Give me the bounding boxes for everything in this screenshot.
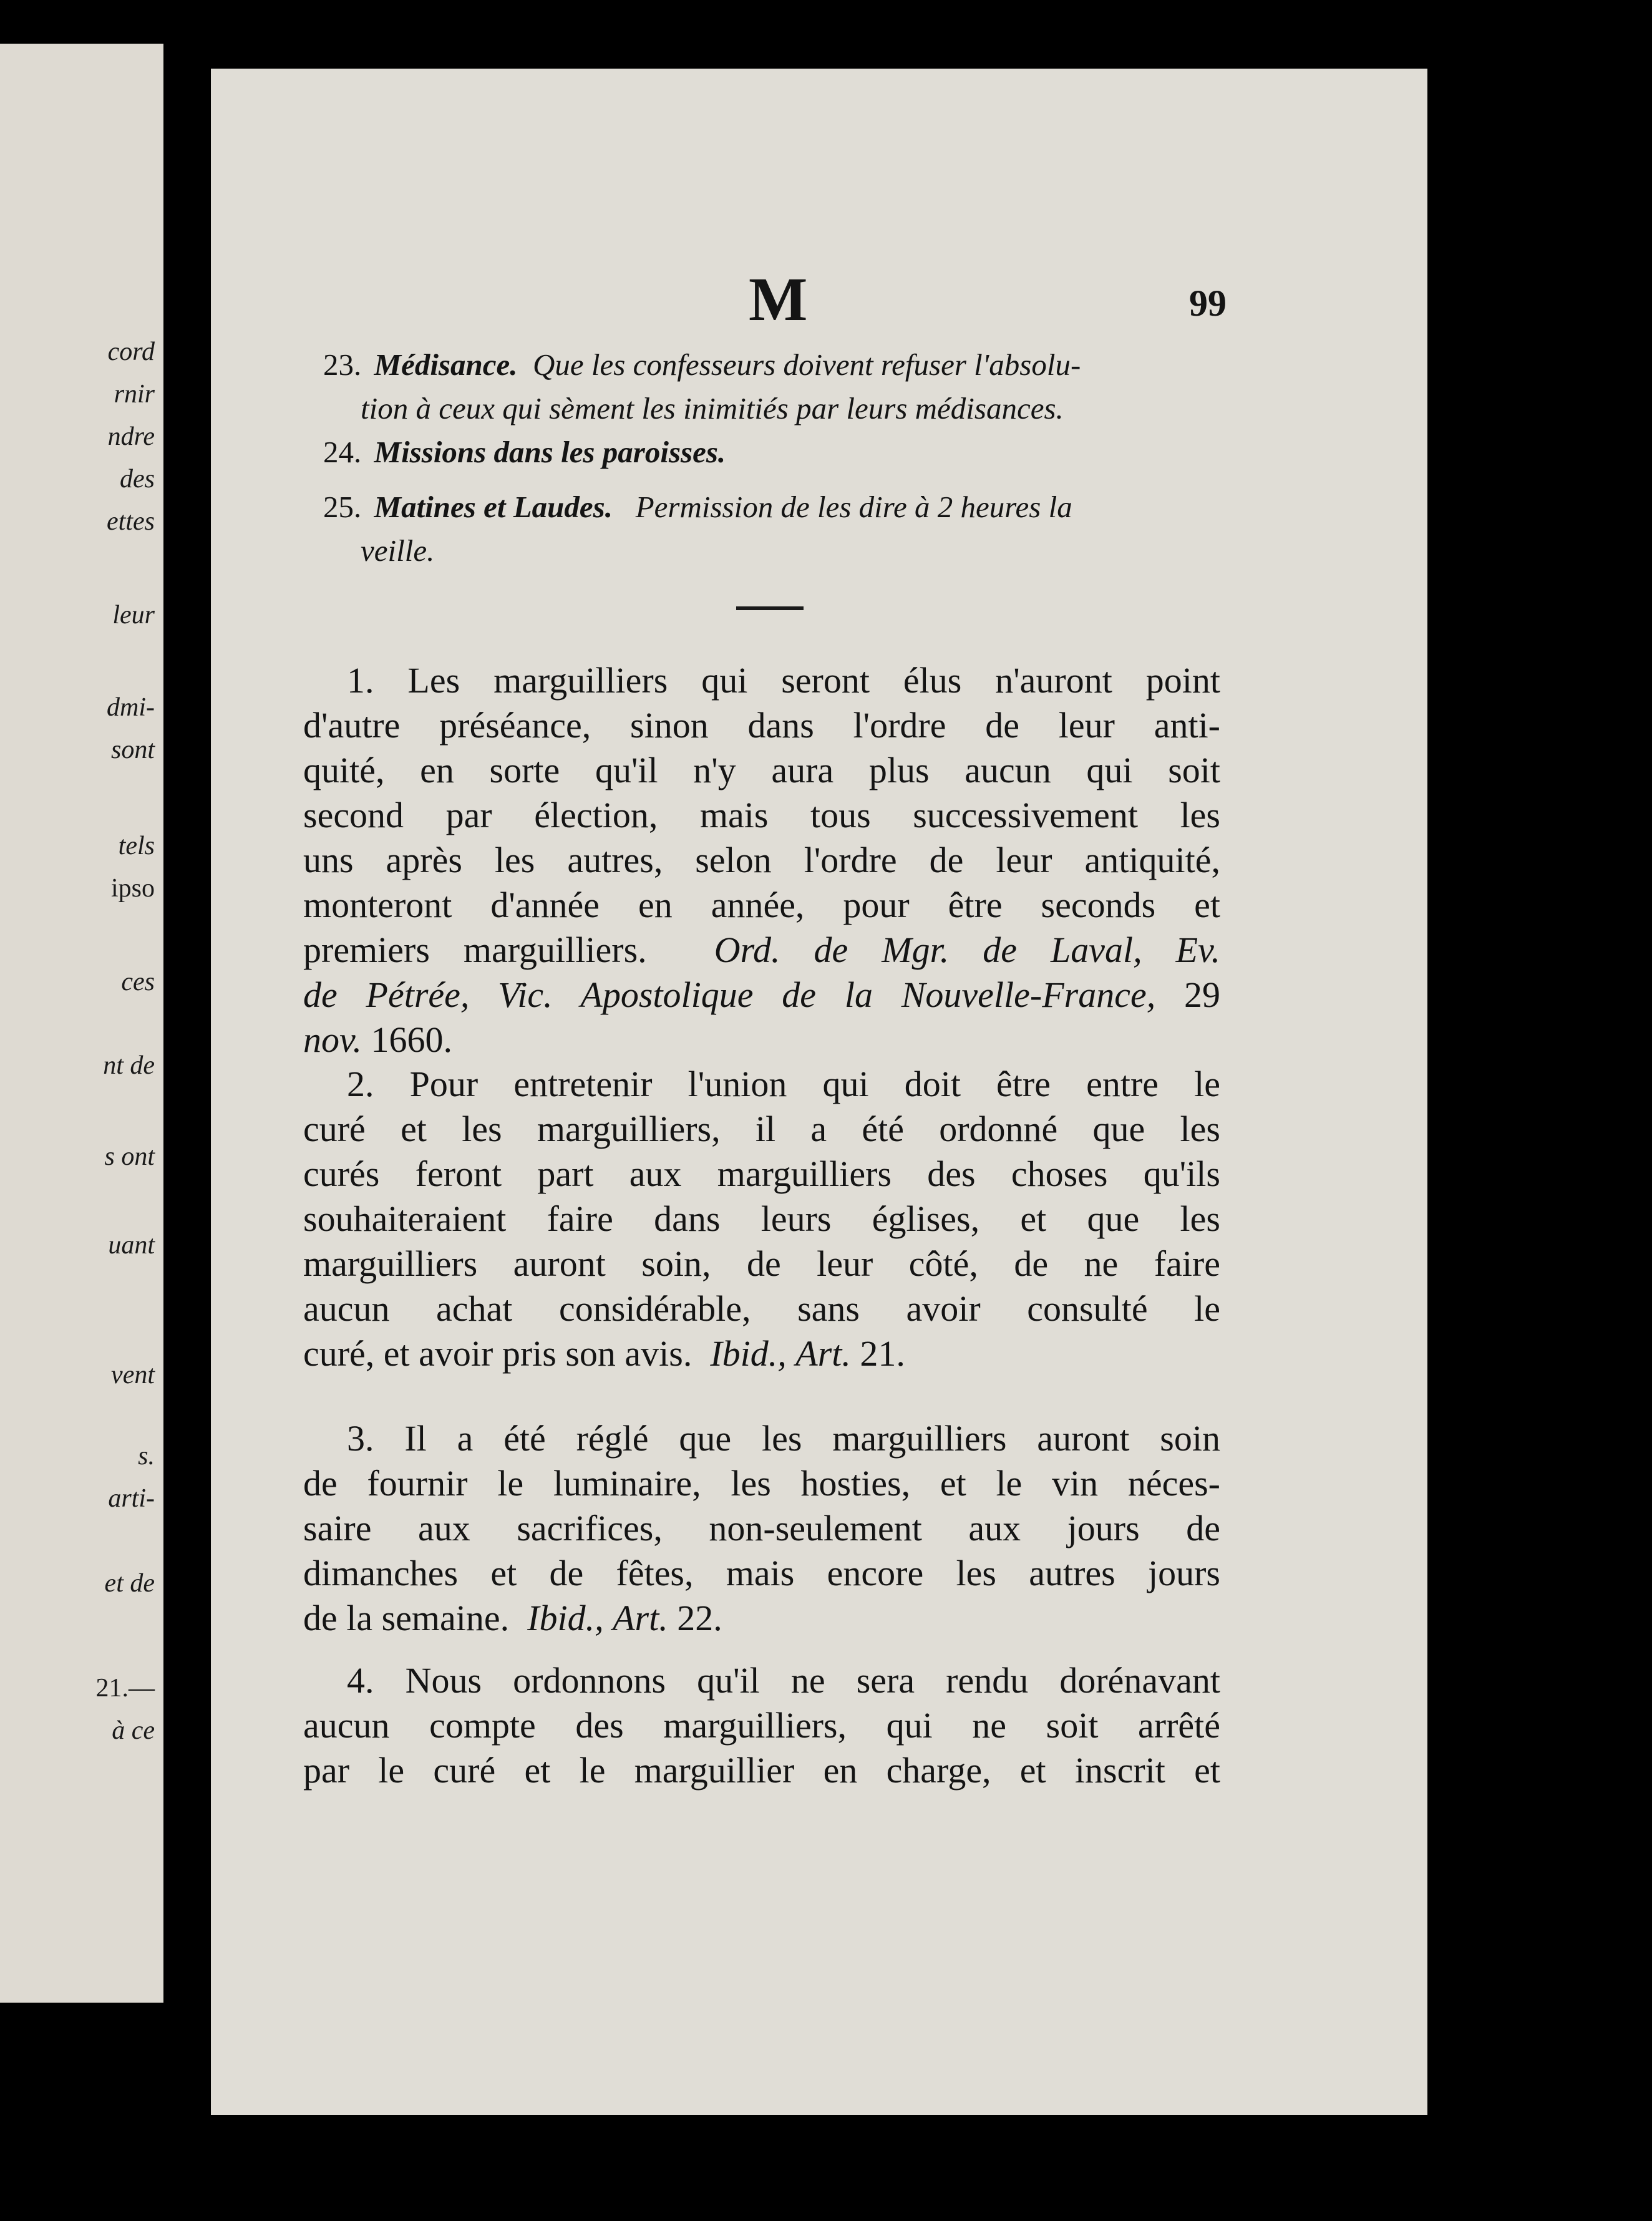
text-line: saire aux sacrifices, non-seulement aux jours de — [303, 1508, 1220, 1548]
text-line: d'autre préséance, sinon dans l'ordre de leur anti- — [303, 705, 1220, 746]
citation: Ibid., — [710, 1333, 787, 1374]
summary-text-continued: tion à ceux qui sèment les inimitiés par leurs médisances. — [361, 391, 1064, 425]
facing-page-fragment: ettes — [107, 507, 155, 536]
facing-page-fragment: à ce — [112, 1716, 155, 1745]
citation-number: 21. — [860, 1333, 905, 1374]
facing-page-fragment: tels — [118, 832, 155, 860]
facing-page-fragment: vent — [111, 1361, 155, 1389]
text-fragment: de la semaine. — [303, 1598, 510, 1638]
citation: Art. — [613, 1598, 668, 1638]
text-line: aucun achat considérable, sans avoir consulté le — [303, 1288, 1220, 1329]
summary-item — [323, 430, 1278, 474]
text-line: quité, en sorte qu'il n'y aura plus aucun qui soit — [303, 750, 1220, 790]
text-line — [303, 928, 1220, 973]
text-line: curés feront part aux marguilliers des choses qu'ils — [303, 1154, 1220, 1194]
facing-page-fragment: 21.— — [95, 1674, 155, 1703]
text-line: 3. Il a été réglé que les marguilliers auront soin — [347, 1418, 1220, 1459]
facing-page-edge — [0, 44, 163, 2003]
summary-number: 23. — [323, 347, 362, 382]
text-line — [303, 1331, 1220, 1376]
facing-page-fragment: uant — [108, 1231, 155, 1260]
text-line: de fournir le luminaire, les hosties, et le vin néces- — [303, 1463, 1220, 1504]
facing-page-fragment: ipso — [110, 874, 155, 903]
citation-date: 29 — [1184, 974, 1220, 1015]
paragraph-4 — [303, 1658, 1220, 1793]
paragraph-2 — [303, 1062, 1220, 1376]
text-line — [303, 973, 1220, 1018]
citation: nov. — [303, 1019, 362, 1060]
summary-number: 25. — [323, 490, 362, 524]
book-page — [211, 69, 1427, 2115]
text-line: 4. Nous ordonnons qu'il ne sera rendu dorénavant — [347, 1660, 1220, 1701]
facing-page-fragment: arti- — [108, 1484, 155, 1513]
facing-page-fragment: nt de — [103, 1051, 155, 1080]
summary-title: Médisance. — [374, 347, 518, 382]
facing-page-fragment: ces — [121, 968, 155, 996]
facing-page-fragment: leur — [112, 601, 155, 629]
summary-text: Permission de les dire à 2 heures la — [635, 490, 1072, 524]
text-line: dimanches et de fêtes, mais encore les autres jours — [303, 1553, 1220, 1593]
facing-page-fragment: des — [120, 465, 155, 493]
facing-page-fragment: ndre — [107, 422, 155, 451]
text-line — [303, 1596, 1220, 1641]
citation: Ord. de Mgr. de Laval, Ev. — [714, 930, 1221, 970]
text-line: souhaiteraient faire dans leurs églises, et que les — [303, 1198, 1220, 1239]
facing-page-fragment: dmi- — [107, 693, 155, 722]
facing-page-fragment: sont — [110, 736, 155, 764]
summary-text-continued: veille. — [361, 533, 435, 568]
section-divider — [736, 606, 804, 610]
facing-page-fragment: rnir — [114, 380, 155, 409]
citation-number: 22. — [677, 1598, 722, 1638]
summary-number: 24. — [323, 435, 362, 469]
facing-page-fragment: s. — [138, 1442, 155, 1470]
page-number: 99 — [1189, 283, 1227, 324]
citation: Ibid., — [527, 1598, 604, 1638]
text-line: 1. Les marguilliers qui seront élus n'auront point — [347, 660, 1220, 701]
citation-date: 1660. — [371, 1019, 452, 1060]
summary-title: Missions dans les paroisses. — [374, 435, 726, 469]
text-line: marguilliers auront soin, de leur côté, de ne faire — [303, 1243, 1220, 1284]
citation: Art. — [795, 1333, 851, 1374]
facing-page-fragment: cord — [107, 338, 155, 366]
citation: de Pétrée, Vic. Apostolique de la Nouvelle-France, — [303, 974, 1156, 1015]
text-line: second par élection, mais tous successivement les — [303, 795, 1220, 835]
text-line: 2. Pour entretenir l'union qui doit être entre le — [347, 1064, 1220, 1104]
section-letter: M — [749, 265, 808, 334]
text-line: aucun compte des marguilliers, qui ne soit arrêté — [303, 1705, 1220, 1746]
summary-text: Que les confesseurs doivent refuser l'absolu- — [533, 347, 1081, 382]
paragraph-1 — [303, 658, 1220, 1062]
text-line: monteront d'année en année, pour être seconds et — [303, 885, 1220, 925]
text-line — [303, 1018, 1220, 1062]
summary-item — [323, 485, 1278, 573]
text-line: curé et les marguilliers, il a été ordonné que les — [303, 1109, 1220, 1149]
text-fragment: curé, et avoir pris son avis. — [303, 1333, 692, 1374]
text-line: uns après les autres, selon l'ordre de leur antiquité, — [303, 840, 1220, 880]
text-fragment: premiers marguilliers. — [303, 930, 647, 970]
facing-page-fragment: et de — [104, 1569, 155, 1598]
paragraph-3 — [303, 1416, 1220, 1641]
summary-item — [323, 343, 1278, 430]
summary-title: Matines et Laudes. — [374, 490, 613, 524]
facing-page-fragment: s ont — [104, 1142, 155, 1171]
text-line: par le curé et le marguillier en charge, et inscrit et — [303, 1750, 1220, 1791]
